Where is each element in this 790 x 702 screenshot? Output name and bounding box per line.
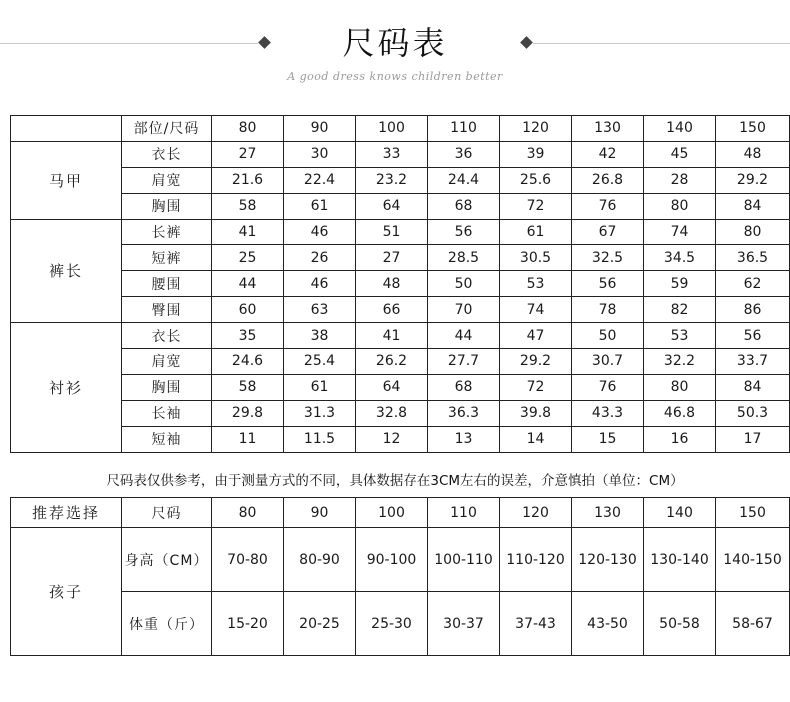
corner-cell [11, 116, 122, 142]
table-row [11, 141, 790, 167]
size-header: 90 [284, 116, 356, 142]
measurement-value: 21.6 [212, 167, 284, 193]
measurement-value: 53 [644, 323, 716, 349]
measurement-value: 43-50 [572, 592, 644, 656]
table-row [11, 245, 790, 271]
page-subtitle: A good dress knows children better [287, 70, 503, 83]
measurement-value: 37-43 [500, 592, 572, 656]
measurement-label: 胸围 [122, 193, 212, 219]
measurement-value: 43.3 [572, 400, 644, 426]
size-header: 100 [356, 116, 428, 142]
measurement-value: 17 [716, 426, 790, 452]
measurement-value: 84 [716, 193, 790, 219]
measurement-value: 30-37 [428, 592, 500, 656]
measurement-value: 68 [428, 374, 500, 400]
category-cell: 裤长 [11, 219, 122, 323]
measurement-value: 31.3 [284, 400, 356, 426]
measurement-label: 腰围 [122, 271, 212, 297]
measurement-label: 胸围 [122, 374, 212, 400]
measurement-value: 86 [716, 297, 790, 323]
size-label: 尺码 [122, 498, 212, 528]
table-row [11, 323, 790, 349]
page-header [0, 0, 790, 100]
measurement-value: 35 [212, 323, 284, 349]
measurement-value: 64 [356, 374, 428, 400]
size-header: 120 [500, 498, 572, 528]
table-row [11, 219, 790, 245]
measurement-value: 50 [572, 323, 644, 349]
measurement-label: 衣长 [122, 323, 212, 349]
size-header: 80 [212, 498, 284, 528]
measurement-value: 53 [500, 271, 572, 297]
measurement-value: 64 [356, 193, 428, 219]
measurement-value: 20-25 [284, 592, 356, 656]
measurement-value: 46.8 [644, 400, 716, 426]
measurement-value: 25-30 [356, 592, 428, 656]
measurement-value: 32.2 [644, 349, 716, 375]
measurement-value: 72 [500, 193, 572, 219]
measurement-value: 67 [572, 219, 644, 245]
measurement-value: 48 [716, 141, 790, 167]
header-divider-right [533, 43, 790, 44]
measurement-value: 50 [428, 271, 500, 297]
measurement-value: 70-80 [212, 528, 284, 592]
measurement-value: 74 [500, 297, 572, 323]
measurement-value: 30.5 [500, 245, 572, 271]
measurement-value: 41 [212, 219, 284, 245]
size-header: 100 [356, 498, 428, 528]
measurement-value: 27.7 [428, 349, 500, 375]
measurement-value: 61 [284, 374, 356, 400]
table-row [11, 349, 790, 375]
measurement-value: 46 [284, 271, 356, 297]
measurement-value: 25 [212, 245, 284, 271]
measurement-value: 33 [356, 141, 428, 167]
measurement-value: 11 [212, 426, 284, 452]
measurement-value: 80-90 [284, 528, 356, 592]
measurement-value: 24.4 [428, 167, 500, 193]
measurement-value: 29.2 [716, 167, 790, 193]
measurement-value: 24.6 [212, 349, 284, 375]
measurement-value: 100-110 [428, 528, 500, 592]
measurement-value: 61 [284, 193, 356, 219]
measurement-value: 16 [644, 426, 716, 452]
measurement-value: 36.5 [716, 245, 790, 271]
measurement-value: 28.5 [428, 245, 500, 271]
measurement-label: 长袖 [122, 400, 212, 426]
recommend-corner: 推荐选择 [11, 498, 122, 528]
size-header: 130 [572, 498, 644, 528]
measurement-value: 29.8 [212, 400, 284, 426]
measurement-value: 72 [500, 374, 572, 400]
measurement-value: 36.3 [428, 400, 500, 426]
size-header: 140 [644, 498, 716, 528]
measurement-value: 61 [500, 219, 572, 245]
measurement-value: 30.7 [572, 349, 644, 375]
measurement-value: 23.2 [356, 167, 428, 193]
measurement-value: 59 [644, 271, 716, 297]
measurement-value: 58 [212, 374, 284, 400]
measurement-value: 110-120 [500, 528, 572, 592]
measurement-value: 56 [716, 323, 790, 349]
measurement-label: 肩宽 [122, 167, 212, 193]
measurement-label: 肩宽 [122, 349, 212, 375]
measurement-value: 27 [356, 245, 428, 271]
measurement-value: 25.6 [500, 167, 572, 193]
table-row [11, 400, 790, 426]
measurement-value: 13 [428, 426, 500, 452]
table-row [11, 193, 790, 219]
measurement-value: 45 [644, 141, 716, 167]
measurement-value: 28 [644, 167, 716, 193]
measurement-value: 26.8 [572, 167, 644, 193]
category-cell: 孩子 [11, 528, 122, 656]
table-row [11, 374, 790, 400]
page-title: 尺码表 [342, 24, 448, 62]
measurement-value: 48 [356, 271, 428, 297]
size-header: 150 [716, 116, 790, 142]
measurement-value: 46 [284, 219, 356, 245]
size-header: 80 [212, 116, 284, 142]
measurement-value: 42 [572, 141, 644, 167]
measurement-label: 身高（CM） [122, 528, 212, 592]
measurement-value: 80 [716, 219, 790, 245]
size-header: 110 [428, 498, 500, 528]
measurement-value: 36 [428, 141, 500, 167]
measurement-value: 41 [356, 323, 428, 349]
measurement-value: 76 [572, 193, 644, 219]
measurement-value: 51 [356, 219, 428, 245]
measurement-value: 68 [428, 193, 500, 219]
size-table [10, 115, 790, 453]
measurement-value: 80 [644, 374, 716, 400]
measurement-value: 12 [356, 426, 428, 452]
category-cell: 马甲 [11, 141, 122, 219]
measurement-value: 14 [500, 426, 572, 452]
size-header: 140 [644, 116, 716, 142]
measurement-value: 32.5 [572, 245, 644, 271]
table-row [11, 271, 790, 297]
measurement-value: 47 [500, 323, 572, 349]
measurement-value: 82 [644, 297, 716, 323]
measurement-value: 120-130 [572, 528, 644, 592]
table-header-row [11, 116, 790, 142]
table-row [11, 528, 790, 592]
measurement-value: 84 [716, 374, 790, 400]
measurement-value: 44 [428, 323, 500, 349]
table-row [11, 297, 790, 323]
disclaimer-note: 尺码表仅供参考，由于测量方式的不同，具体数据存在3CM左右的误差，介意慎拍（单位：CM） [106, 473, 684, 489]
measurement-value: 15-20 [212, 592, 284, 656]
measurement-value: 50-58 [644, 592, 716, 656]
measurement-value: 15 [572, 426, 644, 452]
measurement-value: 63 [284, 297, 356, 323]
measurement-value: 38 [284, 323, 356, 349]
measurement-value: 60 [212, 297, 284, 323]
category-cell: 衬衫 [11, 323, 122, 452]
size-header: 120 [500, 116, 572, 142]
header-label: 部位/尺码 [122, 116, 212, 142]
measurement-label: 臀围 [122, 297, 212, 323]
measurement-value: 58-67 [716, 592, 790, 656]
measurement-value: 39.8 [500, 400, 572, 426]
measurement-value: 39 [500, 141, 572, 167]
measurement-value: 25.4 [284, 349, 356, 375]
measurement-value: 30 [284, 141, 356, 167]
measurement-label: 长裤 [122, 219, 212, 245]
measurement-value: 29.2 [500, 349, 572, 375]
measurement-label: 短裤 [122, 245, 212, 271]
measurement-value: 66 [356, 297, 428, 323]
measurement-value: 58 [212, 193, 284, 219]
recommend-table [10, 497, 790, 656]
size-header: 90 [284, 498, 356, 528]
measurement-value: 130-140 [644, 528, 716, 592]
measurement-value: 90-100 [356, 528, 428, 592]
measurement-label: 短袖 [122, 426, 212, 452]
measurement-value: 27 [212, 141, 284, 167]
measurement-value: 44 [212, 271, 284, 297]
measurement-label: 体重（斤） [122, 592, 212, 656]
measurement-value: 62 [716, 271, 790, 297]
size-header: 150 [716, 498, 790, 528]
recommend-table-body [11, 498, 790, 656]
measurement-value: 11.5 [284, 426, 356, 452]
measurement-value: 80 [644, 193, 716, 219]
measurement-value: 56 [428, 219, 500, 245]
measurement-value: 140-150 [716, 528, 790, 592]
size-table-body [11, 116, 790, 453]
measurement-value: 56 [572, 271, 644, 297]
size-header: 110 [428, 116, 500, 142]
measurement-value: 74 [644, 219, 716, 245]
table-row [11, 167, 790, 193]
measurement-value: 26.2 [356, 349, 428, 375]
measurement-value: 76 [572, 374, 644, 400]
measurement-label: 衣长 [122, 141, 212, 167]
measurement-value: 70 [428, 297, 500, 323]
measurement-value: 34.5 [644, 245, 716, 271]
measurement-value: 32.8 [356, 400, 428, 426]
table-row [11, 426, 790, 452]
measurement-value: 78 [572, 297, 644, 323]
table-row [11, 592, 790, 656]
measurement-value: 33.7 [716, 349, 790, 375]
measurement-value: 26 [284, 245, 356, 271]
measurement-value: 50.3 [716, 400, 790, 426]
measurement-value: 22.4 [284, 167, 356, 193]
size-header: 130 [572, 116, 644, 142]
table-header-row [11, 498, 790, 528]
